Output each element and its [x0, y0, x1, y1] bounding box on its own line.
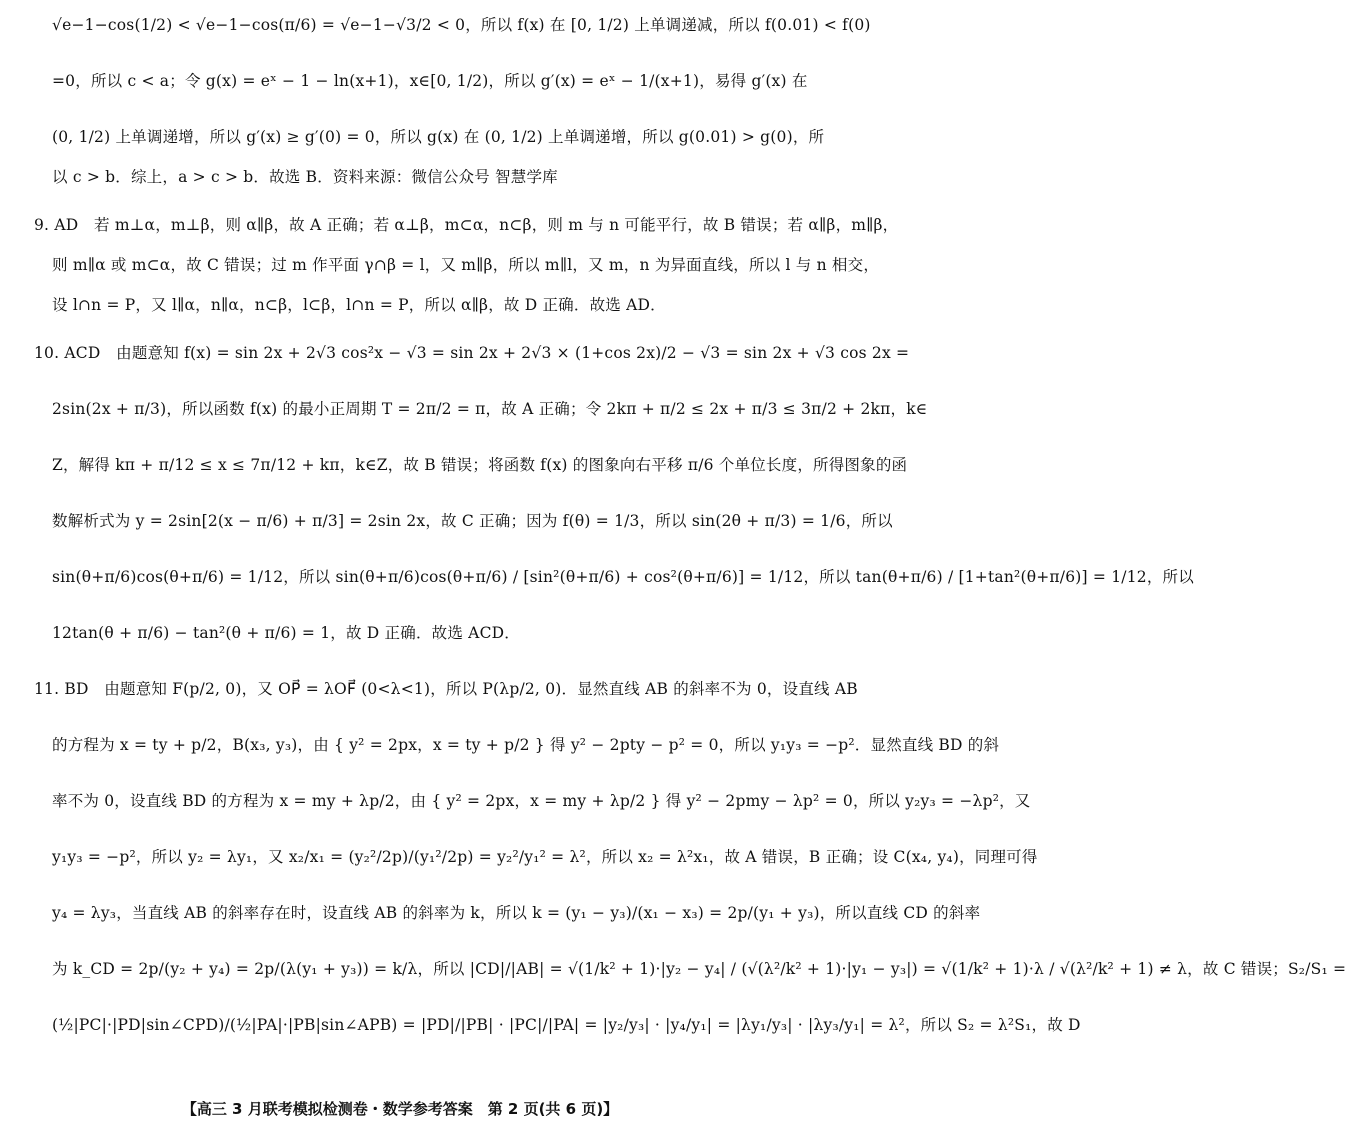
problem-10-line-6: 12tan(θ + π/6) − tan²(θ + π/6) = 1，故 D 正确．故选 ACD． [52, 624, 520, 642]
text-line-1: √e−1−cos(1/2) < √e−1−cos(π/6) = √e−1−√3/2 < 0，所以 f(x) 在 [0, 1/2) 上单调递减，所以 f(0.01) < f(0) [52, 16, 871, 34]
problem-11-line-4: y₁y₃ = −p²，所以 y₂ = λy₁，又 x₂/x₁ = (y₂²/2p)/(y₁²/2p) = y₂²/y₁² = λ²，所以 x₂ = λ²x₁，故 A 错误，B 正确；设 C(x₄, y₄)，同理可得 [52, 848, 1038, 866]
problem-10-line-5: sin(θ+π/6)cos(θ+π/6) = 1/12，所以 sin(θ+π/6)cos(θ+π/6) / [sin²(θ+π/6) + cos²(θ+π/6)] = 1/12，所以 tan(θ+π/6) / [1+tan²(θ+π/6)] = 1/12，所以 [52, 568, 1194, 586]
problem-11-line-7: (½|PC|·|PD|sin∠CPD)/(½|PA|·|PB|sin∠APB) = |PD|/|PB| · |PC|/|PA| = |y₂/y₃| · |y₄/y₁| = |λy₁/y₃| · |λy₃/y₁| = λ²，所以 S₂ = λ²S₁，故 D [52, 1016, 1081, 1034]
problem-9-line-2: 则 m∥α 或 m⊂α，故 C 错误；过 m 作平面 γ∩β = l，又 m∥β，所以 m∥l，又 m，n 为异面直线，所以 l 与 n 相交， [52, 256, 880, 274]
problem-11-line-3: 率不为 0，设直线 BD 的方程为 x = my + λp/2，由 { y² = 2px，x = my + λp/2 } 得 y² − 2pmy − λp² = 0，所以 y₂y₃ = −λp²，又 [52, 792, 1031, 810]
problem-9-line-3: 设 l∩n = P，又 l∥α，n∥α，n⊂β，l⊂β，l∩n = P，所以 α∥β，故 D 正确．故选 AD． [52, 296, 666, 314]
problem-10-line-4: 数解析式为 y = 2sin[2(x − π/6) + π/3] = 2sin 2x，故 C 正确；因为 f(θ) = 1/3，所以 sin(2θ + π/3) = 1/6，所以 [52, 512, 893, 530]
problem-10-line-3: Z，解得 kπ + π/12 ≤ x ≤ 7π/12 + kπ，k∈Z，故 B 错误；将函数 f(x) 的图象向右平移 π/6 个单位长度，所得图象的函 [52, 456, 908, 474]
problem-11-line-2: 的方程为 x = ty + p/2，B(x₃, y₃)，由 { y² = 2px，x = ty + p/2 } 得 y² − 2pty − p² = 0，所以 y₁y₃ = −p²．显然直线 BD 的斜 [52, 736, 1000, 754]
problem-10-line-2: 2sin(2x + π/3)，所以函数 f(x) 的最小正周期 T = 2π/2 = π，故 A 正确；令 2kπ + π/2 ≤ 2x + π/3 ≤ 3π/2 + 2kπ，k∈ [52, 400, 928, 418]
text-line-3: (0, 1/2) 上单调递增，所以 g′(x) ≥ g′(0) = 0，所以 g(x) 在 (0, 1/2) 上单调递增，所以 g(0.01) > g(0)，所 [52, 128, 825, 146]
problem-11-line-6: 为 k_CD = 2p/(y₂ + y₄) = 2p/(λ(y₁ + y₃)) = k/λ，所以 |CD|/|AB| = √(1/k² + 1)·|y₂ − y₄| / (√(λ²/k² + 1)·|y₁ − y₃|) = √(1/k² + 1)·λ / √(λ²/k² + 1) ≠ λ，故 C 错误；S₂/S₁ = [52, 960, 1346, 978]
problem-9-line-1: 9. AD 若 m⊥α，m⊥β，则 α∥β，故 A 正确；若 α⊥β，m⊂α，n⊂β，则 m 与 n 可能平行，故 B 错误；若 α∥β，m∥β， [34, 216, 899, 234]
text-line-4: 以 c > b．综上，a > c > b．故选 B．资料来源：微信公众号 智慧学库 [52, 168, 558, 186]
problem-11-line-1: 11. BD 由题意知 F(p/2, 0)，又 OP⃗ = λOF⃗ (0<λ<1)，所以 P(λp/2, 0)．显然直线 AB 的斜率不为 0，设直线 AB [34, 680, 858, 698]
problem-10-line-1: 10. ACD 由题意知 f(x) = sin 2x + 2√3 cos²x − √3 = sin 2x + 2√3 × (1+cos 2x)/2 − √3 = sin 2x + √3 cos 2x = [34, 344, 910, 362]
page-footer: 【高三 3 月联考模拟检测卷・数学参考答案 第 2 页(共 6 页)】 [181, 1100, 619, 1118]
problem-11-line-5: y₄ = λy₃，当直线 AB 的斜率存在时，设直线 AB 的斜率为 k，所以 k = (y₁ − y₃)/(x₁ − x₃) = 2p/(y₁ + y₃)，所以直线 CD 的斜率 [52, 904, 981, 922]
text-line-2: =0，所以 c < a；令 g(x) = eˣ − 1 − ln(x+1)，x∈[0, 1/2)，所以 g′(x) = eˣ − 1/(x+1)，易得 g′(x) 在 [52, 72, 808, 90]
